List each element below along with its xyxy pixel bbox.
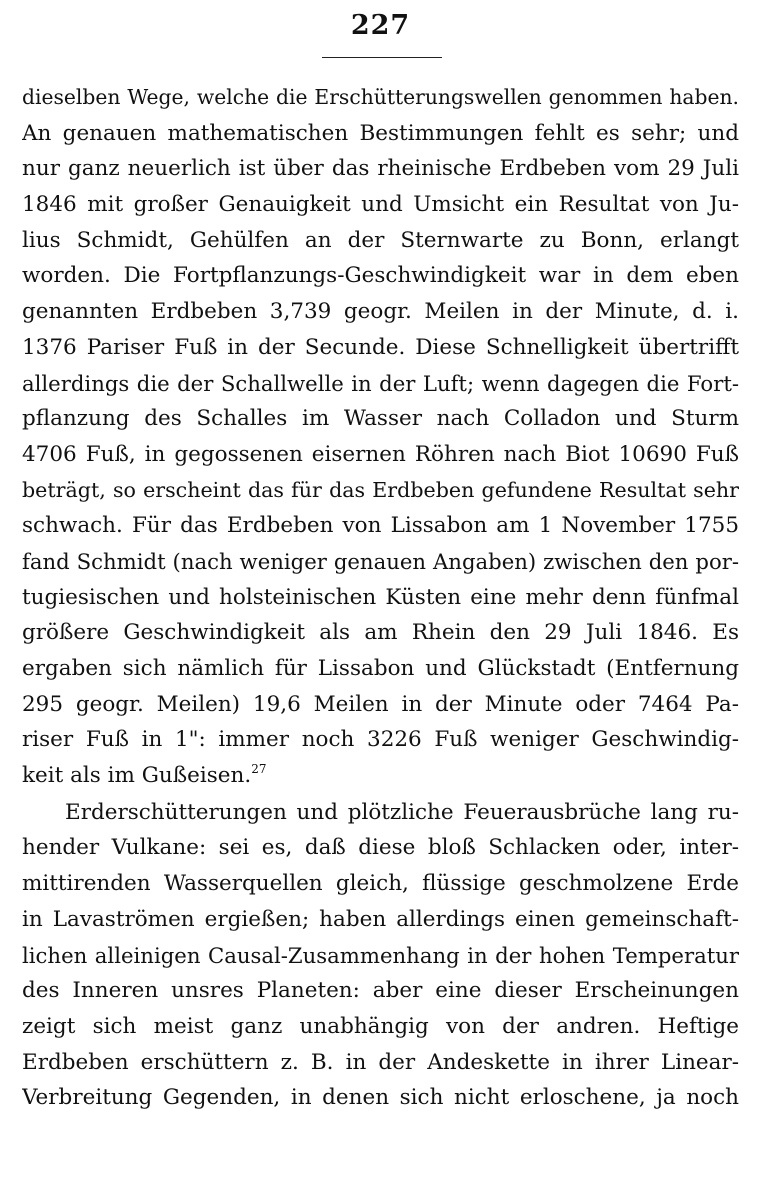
text-line: An genauen mathematischen Bestimmungen fehlt es sehr; und — [22, 120, 739, 146]
text-line: fand Schmidt (nach weniger genauen Angaben) zwischen den por- — [22, 548, 739, 574]
text-line: in Lavaströmen ergießen; haben allerdings einen gemeinschaft- — [22, 906, 739, 932]
text-line: zeigt sich meist ganz unabhängig von der andren. Heftige — [22, 1013, 739, 1039]
text-line: lichen alleinigen Causal-Zusammenhang in der hohen Temperatur — [22, 942, 739, 968]
text-line: ergaben sich nämlich für Lissabon und Glückstadt (Entfernung — [22, 656, 739, 681]
text-line: 1846 mit großer Genauigkeit und Umsicht ein Resultat von Ju- — [22, 192, 739, 218]
text-line: riser Fuß in 1": immer noch 3226 Fuß weniger Geschwindig- — [22, 727, 739, 753]
text-line: 1376 Pariser Fuß in der Secunde. Diese Schnelligkeit übertrifft — [22, 334, 739, 360]
footnote-reference[interactable]: 27 — [251, 762, 267, 777]
text-line: hender Vulkane: sei es, daß diese bloß Schlacken oder, inter- — [22, 835, 739, 861]
text-line: mittirenden Wasserquellen gleich, flüssige geschmolzene Erde — [22, 871, 739, 897]
text-line: allerdings die der Schallwelle in der Luft; wenn dagegen die Fort- — [22, 370, 739, 396]
text-line: schwach. Für das Erdbeben von Lissabon am 1 November 1755 — [22, 513, 739, 539]
text-line: Verbreitung Gegenden, in denen sich nicht erloschene, ja noch — [22, 1085, 739, 1111]
text-line: 295 geogr. Meilen) 19,6 Meilen in der Minute oder 7464 Pa- — [22, 691, 739, 717]
text-line-last — [22, 758, 739, 794]
text-line: worden. Die Fortpflanzungs-Geschwindigkeit war in dem eben — [22, 263, 739, 289]
text-line: pflanzung des Schalles im Wasser nach Colladon und Sturm — [22, 406, 739, 432]
body-text — [22, 80, 739, 1116]
page-number: 227 — [350, 10, 411, 41]
text-line: 4706 Fuß, in gegossenen eisernen Röhren nach Biot 10690 Fuß — [22, 441, 739, 467]
paragraph-2 — [22, 795, 739, 1116]
text-line: Erdbeben erschüttern z. B. in der Andeskette in ihrer Linear- — [22, 1049, 739, 1075]
text-line: nur ganz neuerlich ist über das rheinische Erdbeben vom 29 Juli — [22, 156, 739, 182]
text-line: tugiesischen und holsteinischen Küsten eine mehr denn fünfmal — [22, 584, 739, 610]
text-line-content: keit als im Gußeisen. — [22, 763, 252, 789]
text-line: dieselben Wege, welche die Erschütterungswellen genommen haben. — [22, 85, 739, 109]
text-line: des Inneren unsres Planeten: aber eine dieser Erscheinungen — [22, 978, 739, 1004]
text-line: genannten Erdbeben 3,739 geogr. Meilen in der Minute, d. i. — [22, 299, 739, 325]
header-rule — [322, 57, 442, 58]
paragraph-1 — [22, 80, 739, 794]
text-line: lius Schmidt, Gehülfen an der Sternwarte zu Bonn, erlangt — [22, 227, 739, 253]
text-line-indented: Erderschütterungen und plötzliche Feuerausbrüche lang ru- — [65, 799, 739, 825]
text-line: größere Geschwindigkeit als am Rhein den 29 Juli 1846. Es — [22, 620, 739, 646]
text-line: beträgt, so erscheint das für das Erdbeben gefundene Resultat sehr — [22, 477, 739, 502]
